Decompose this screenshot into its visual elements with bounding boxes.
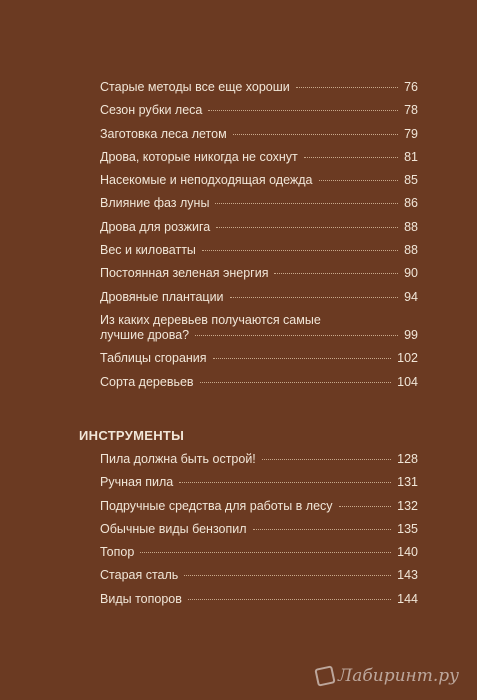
toc-entry	[100, 592, 418, 607]
dot-leader	[262, 459, 391, 460]
dot-leader	[202, 250, 398, 251]
dot-leader	[215, 203, 398, 204]
toc-entry	[100, 103, 418, 118]
toc-entry-title: Заготовка леса летом	[100, 126, 227, 141]
toc-entry-title: Сезон рубки леса	[100, 103, 203, 118]
toc-entry-title-line1: Из каких деревьев получаются самые	[100, 312, 321, 327]
toc-entry-title: Насекомые и неподходящая одежда	[100, 173, 313, 188]
toc-entry-page: 88	[404, 219, 418, 234]
toc-entry-title: Подручные средства для работы в лесу	[100, 498, 333, 513]
toc-entry-title: Влияние фаз луны	[100, 196, 210, 211]
dot-leader	[233, 134, 398, 135]
toc-entry	[100, 243, 418, 258]
toc-list	[100, 80, 418, 398]
dot-leader	[230, 297, 399, 298]
toc-entry-title: Постоянная зеленая энергия	[100, 266, 269, 281]
watermark-text: Лабиринт.ру	[338, 666, 459, 686]
toc-entry	[100, 220, 418, 235]
toc-entry-title: Обычные виды бензопил	[100, 521, 247, 536]
toc-entry-page: 86	[404, 196, 418, 211]
dot-leader	[339, 506, 392, 507]
toc-entry-page: 135	[397, 521, 418, 536]
toc-entry-title: Дрова для розжига	[100, 219, 211, 234]
dot-leader	[179, 482, 391, 483]
dot-leader	[140, 552, 391, 553]
toc-entry-title: Ручная пила	[100, 475, 174, 490]
toc-entry-page: 99	[404, 327, 418, 342]
toc-entry	[100, 127, 418, 142]
toc-entry	[100, 196, 418, 211]
toc-entry	[100, 522, 418, 537]
toc-entry-page: 79	[404, 126, 418, 141]
toc-entry-page: 143	[397, 568, 418, 583]
toc-entry-page: 144	[397, 591, 418, 606]
toc-entry-page: 102	[397, 351, 418, 366]
toc-entry-page: 131	[397, 475, 418, 490]
watermark	[316, 666, 459, 686]
toc-entry-title: Пила должна быть острой!	[100, 452, 256, 466]
toc-entry	[100, 290, 418, 305]
toc-entry	[100, 80, 418, 95]
dot-leader	[304, 157, 398, 158]
toc-entry-title: Старая сталь	[100, 568, 179, 583]
toc-section-list	[100, 452, 418, 615]
dot-leader	[216, 227, 398, 228]
toc-entry	[100, 499, 418, 514]
toc-entry	[100, 150, 418, 165]
toc-entry	[100, 545, 418, 560]
toc-entry	[100, 266, 418, 281]
toc-entry-title: Виды топоров	[100, 591, 182, 606]
maze-logo-icon	[314, 665, 335, 686]
toc-entry-title: Таблицы сгорания	[100, 351, 207, 366]
toc-entry-title: Сорта деревьев	[100, 374, 194, 389]
toc-entry-page: 81	[404, 149, 418, 164]
toc-entry-title: Дровяные плантации	[100, 289, 224, 304]
toc-entry-title: Старые методы все еще хороши	[100, 80, 290, 94]
toc-entry-title: Топор	[100, 545, 135, 560]
toc-entry-page: 94	[404, 289, 418, 304]
toc-entry-title: Дрова, которые никогда не сохнут	[100, 149, 298, 164]
toc-entry	[100, 173, 418, 188]
toc-entry	[100, 568, 418, 583]
toc-entry-page: 132	[397, 498, 418, 513]
dot-leader	[296, 87, 398, 88]
toc-entry	[100, 351, 418, 366]
dot-leader	[253, 529, 392, 530]
dot-leader	[213, 358, 392, 359]
toc-entry-page: 90	[404, 266, 418, 281]
dot-leader	[319, 180, 399, 181]
dot-leader	[274, 273, 398, 274]
toc-entry-title: Вес и киловатты	[100, 243, 196, 258]
toc-entry-page: 88	[404, 243, 418, 258]
toc-entry-page: 85	[404, 173, 418, 188]
toc-entry-title: лучшие дрова?	[100, 327, 190, 342]
dot-leader	[188, 599, 391, 600]
toc-entry	[100, 452, 418, 467]
toc-entry-page: 78	[404, 103, 418, 118]
toc-entry	[100, 375, 418, 390]
toc-entry-page: 128	[397, 452, 418, 466]
toc-entry	[100, 475, 418, 490]
toc-entry-page: 104	[397, 374, 418, 389]
toc-entry-page: 140	[397, 545, 418, 560]
dot-leader	[200, 382, 392, 383]
toc-entry-page: 76	[404, 80, 418, 94]
dot-leader	[184, 575, 391, 576]
dot-leader	[208, 110, 398, 111]
section-heading: ИНСТРУМЕНТЫ	[79, 428, 185, 443]
dot-leader	[195, 335, 398, 336]
toc-entry	[100, 313, 418, 343]
